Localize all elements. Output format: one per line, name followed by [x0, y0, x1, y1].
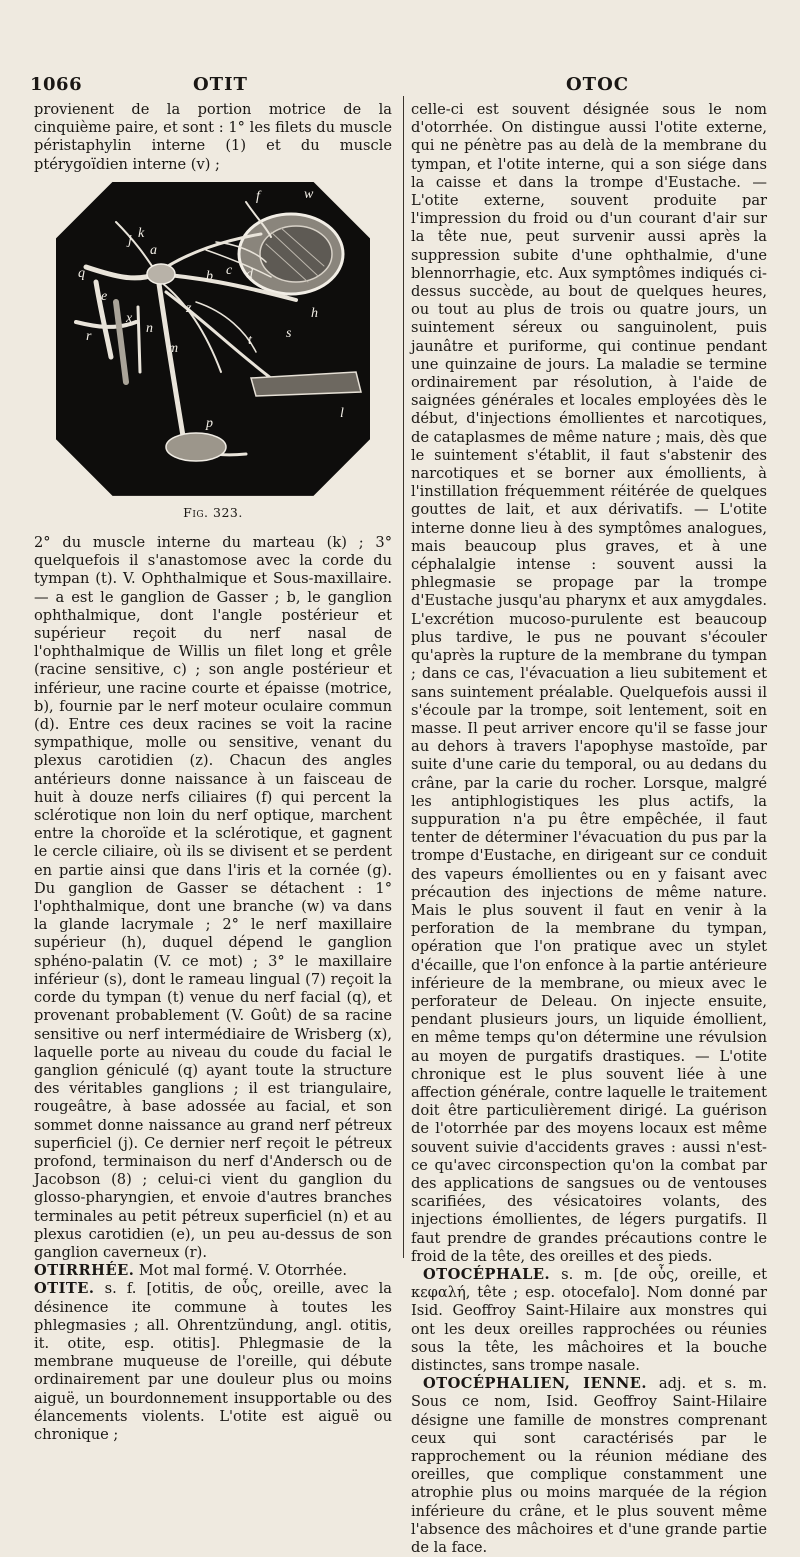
- left-running-head: OTIT: [193, 74, 248, 95]
- figure-label-s: s: [286, 325, 292, 341]
- term-otocephalien: OTOCÉPHALIEN, IENNE.: [423, 1375, 647, 1393]
- definition-otirrhee: Mot mal formé. V. Otorrhée.: [134, 1262, 348, 1280]
- definition-otocephalien: adj. et s. m. Sous ce nom, Isid. Geoffroy Saint-Hilaire désigne une famille de monstres comprenant ceux qui sont caractérisés par le rapprochement ou la réunion médiane des oreilles, que complique constamment une atrophie plus ou moins marquée de la région inférieure du crâne, et le plus souvent même l'absence des mâchoires et d'une grande partie de la face.: [411, 1375, 767, 1557]
- page-header: [0, 74, 800, 100]
- page-number: 1066: [30, 74, 83, 95]
- term-otocephale: OTOCÉPHALE.: [423, 1266, 551, 1283]
- anatomical-figure: [56, 182, 370, 496]
- right-column: [411, 101, 767, 1557]
- definition-otocephale: s. m. [de οὖς, oreille, et κεφαλή, tête ; esp. otocefalo]. Nom donné par Isid. Geoffroy Saint-Hilaire aux monstres qui ont les deux oreilles rapprochées ou réunies sous la tête, les mâchoires et la bouche distinctes, sans trompe nasale.: [411, 1266, 767, 1375]
- entry-otirrhee: [34, 1262, 392, 1280]
- figure-label-f: f: [256, 188, 260, 204]
- figure-label-p: p: [206, 415, 213, 431]
- figure-label-j: j: [128, 232, 132, 248]
- figure-label-m: m: [168, 340, 179, 356]
- entry-otocephalien: [411, 1375, 767, 1557]
- term-otirrhee: OTIRRHÉE.: [34, 1262, 135, 1280]
- figure-label-e: e: [101, 288, 108, 304]
- figure-label-n: n: [146, 320, 153, 336]
- definition-otite: s. f. [otitis, de οὖς, oreille, avec la désinence ite commune à toutes les phlegmasies ; all. Ohrentzündung, angl. otitis, it. otite, esp. otitis]. Phlegmasie de la membrane muqueuse de l'oreille, qui débute ordinairement par une douleur plus ou moins aiguë, un bourdonnement insupportable ou des élancements violents. L'otite est aiguë ou chronique ;: [34, 1280, 392, 1443]
- figure-label-r: r: [86, 328, 92, 344]
- figure-label-h: h: [311, 305, 318, 321]
- figure-label-w: w: [304, 186, 314, 202]
- right-running-head: OTOC: [566, 74, 630, 95]
- entry-otocephale: [411, 1266, 767, 1375]
- left-column: [34, 101, 392, 1444]
- entry-otite: [34, 1280, 392, 1444]
- figure-label-l: l: [340, 405, 344, 421]
- term-otite: OTITE.: [34, 1280, 95, 1298]
- figure-label-x: x: [126, 310, 133, 326]
- figure-label-b: b: [206, 268, 213, 284]
- nerve-illustration: [56, 182, 370, 496]
- figure-label-z: z: [186, 300, 192, 316]
- figure-label-c: c: [226, 262, 233, 278]
- figure-label-k: k: [138, 225, 145, 241]
- paragraph-ganglion: 2° du muscle interne du marteau (k) ; 3° quelquefois il s'anastomose avec la corde du tympan (t). V. Ophthalmique et Sous-maxillaire. — a est le ganglion de Gasser ; b, le ganglion ophthalmique, dont l'angle postérieur et supérieur reçoit du nerf nasal de l'ophthalmique de Willis un filet long et grêle (racine sensitive, c) ; son angle postérieur et inférieur, une racine courte et épaisse (motrice, b), fournie par le nerf moteur oculaire commun (d). Entre ces deux racines se voit la racine sympathique, molle ou sensitive, venant du plexus carotidien (z). Chacun des angles antérieurs donne naissance à un faisceau de huit à douze nerfs ciliaires (f) qui percent la sclérotique non loin du nerf optique, marchent entre la choroïde et la sclérotique, et gagnent le cercle ciliaire, où ils se divisent et se perdent en partie ainsi que dans l'iris et la cornée (g). Du ganglion de Gasser se détachent : 1° l'ophthalmique, dont une branche (w) va dans la glande lacrymale ; 2° le nerf maxillaire supérieur (h), duquel dépend le ganglion sphéno-palatin (V. ce mot) ; 3° le maxillaire inférieur (s), dont le rameau lingual (7) reçoit la corde du tympan (t) venue du nerf facial (q), et provenant probablement (V. Goût) de sa racine sensitive ou nerf intermédiaire de Wrisberg (x), laquelle porte au niveau du coude du facial le ganglion géniculé (q) ayant toute la structure des véritables ganglions ; il est triangulaire, rougeâtre, à base adossée au facial, et son sommet donne naissance au grand nerf pétreux superficiel (j). Ce dernier nerf reçoit le pétreux profond, terminaison du nerf d'Andersch ou de Jacobson (8) ; celui-ci vient du ganglion du glosso-pharyngien, et envoie d'autres branches terminales au petit pétreux superficiel (n) et au plexus carotidien (e), un peu au-dessus de son ganglion caverneux (r).: [34, 534, 392, 1261]
- figure-label-t: t: [248, 332, 252, 348]
- figure-label-d: d: [246, 266, 253, 282]
- paragraph-otite-continued: celle-ci est souvent désignée sous le nom d'otorrhée. On distingue aussi l'otite externe, qui ne pénètre pas au delà de la membrane du tympan, et l'otite interne, qui a son siége dans la caisse et dans la trompe d'Eustache. — L'otite externe, souvent produite par l'impression du froid ou d'un courant d'air sur la tête nue, peut survenir aussi après la suppression subite d'une ophthalmie, d'une blennorrhagie, etc. Aux symptômes indiqués ci-dessus succède, au bout de quelques heures, ou tout au plus de trois ou quatre jours, un suintement séreux ou sanguinolent, puis jaunâtre et puriforme, qui continue pendant une quinzaine de jours. La maladie se termine ordinairement par résolution, à l'aide de saignées générales et locales employées dès le début, d'injections émollientes et narcotiques, de cataplasmes de même nature ; mais, dès que le suintement s'établit, il faut s'abstenir des narcotiques et se borner aux émollients, à l'instillation fréquemment réitérée de quelques gouttes de lait, et aux dérivatifs. — L'otite interne donne lieu à des symptômes analogues, mais beaucoup plus graves, et à une céphalalgie intense : souvent aussi la phlegmasie se propage par la trompe d'Eustache jusqu'au pharynx et aux amygdales. L'excrétion mucoso-purulente est beaucoup plus tardive, le pus ne pouvant s'écouler qu'après la rupture de la membrane du tympan ; dans ce cas, l'évacuation a lieu subitement et sans suintement préalable. Quelquefois aussi il s'écoule par la trompe, soit lentement, soit en masse. Il peut arriver encore qu'il se fasse jour au dehors à travers l'apophyse mastoïde, par suite d'une carie du temporal, ou au dedans du crâne, par la carie du rocher. Lorsque, malgré les antiphlogistiques les plus actifs, la suppuration n'a pu être empêchée, il faut tenter de déterminer l'évacuation du pus par la trompe d'Eustache, en dirigeant sur ce conduit des vapeurs émollientes ou en y faisant avec précaution des injections de même nature. Mais le plus souvent il faut en venir à la perforation de la membrane du tympan, opération que l'on pratique avec un stylet d'écaille, que l'on enfonce à la partie antérieure inférieure de la membrane, ou mieux avec le perforateur de Deleau. On injecte ensuite, pendant plusieurs jours, un liquide émollient, en même temps qu'on détermine une révulsion au moyen de purgatifs drastiques. — L'otite chronique est le plus souvent liée à une affection générale, contre laquelle le traitement doit être particulièrement dirigé. La guérison de l'otorrhée par des moyens locaux est même souvent suivie d'accidents graves : aussi n'est-ce qu'avec circonspection qu'on la combat par des applications de sangsues ou de ventouses scarifiées, des vésicatoires volants, des injections émollientes, de légers purgatifs. Il faut prendre de grandes précautions contre le froid de la tête, des oreilles et des pieds.: [411, 101, 767, 1265]
- figure-label-a: a: [150, 242, 157, 258]
- figure-label-q: q: [78, 265, 85, 281]
- figure-caption: Fig. 323.: [183, 504, 243, 520]
- column-divider: [403, 96, 404, 1258]
- paragraph-continuation: provienent de la portion motrice de la cinquième paire, et sont : 1° les filets du muscle péristaphylin interne (1) et du muscle ptérygoïdien interne (v) ;: [34, 101, 392, 173]
